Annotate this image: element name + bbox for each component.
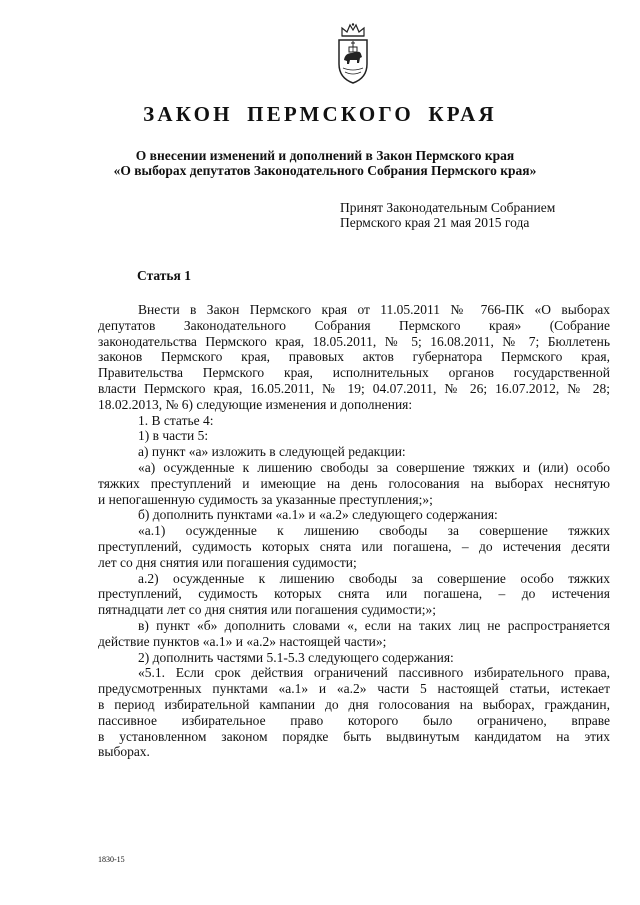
article-text-line: тяжких преступлений и имеющие на день голосования на выборах неснятую	[98, 475, 610, 491]
article-text-line: «5.1. Если срок действия ограничений пассивного избирательного права,	[138, 665, 610, 681]
article-text-line: действие пунктов «а.1» и «а.2» настоящей части»;	[98, 633, 387, 649]
article-text-line: и непогашенную судимость за указанные преступления;»;	[98, 491, 433, 507]
article-text-line: Внести в Закон Пермского края от 11.05.2011 № 766-ПК «О выборах	[138, 302, 610, 317]
subtitle-line: О внесении изменений и дополнений в Закон Пермского края	[135, 148, 515, 163]
document-code: 1830-15	[98, 855, 125, 864]
adoption-line: Пермского края 21 мая 2015 года	[340, 215, 530, 230]
article-text-line: «а.1) осужденные к лишению свободы за совершение тяжких	[138, 523, 610, 539]
article-text-line: пятнадцати лет со дня снятия или погашения судимости;»;	[98, 602, 437, 618]
article-text-line: законов Пермского края, правовых актов губернатора Пермского края,	[98, 349, 610, 365]
subtitle-line: «О выборах депутатов Законодательного Собрания Пермского края»	[113, 163, 537, 178]
article-heading: Статья 1	[137, 268, 191, 283]
article-text-line: а.2) осужденные к лишению свободы за совершение особо тяжких	[138, 570, 610, 586]
adoption-line: Принят Законодательным Собранием	[340, 200, 556, 215]
article-text-line: лет со дня снятия или погашения судимости;	[98, 554, 357, 570]
article-text-line: в) пункт «б» дополнить словами «, если на таких лиц не распространяется	[138, 617, 610, 633]
coat-of-arms-icon	[333, 22, 373, 86]
article-text-line: преступлений, судимость которых снята или погашена, – до истечения десяти	[98, 538, 610, 554]
article-text-line: пассивное избирательное право которого было ограничено, вправе	[98, 712, 610, 728]
article-text-line: а) пункт «а» изложить в следующей редакции:	[138, 444, 406, 460]
article-text-line: 1. В статье 4:	[138, 412, 214, 428]
article-text-line: 1) в части 5:	[138, 428, 209, 444]
article-text-line: «а) осужденные к лишению свободы за совершение тяжких и (или) особо	[138, 459, 610, 475]
article-text-line: 18.02.2013, № 6) следующие изменения и дополнения:	[98, 396, 413, 412]
article-text-line: власти Пермского края, 16.05.2011, № 19; 04.07.2011, № 26; 16.07.2012, № 28;	[98, 380, 610, 396]
article-text-line: 2) дополнить частями 5.1-5.3 следующего содержания:	[138, 649, 454, 665]
adoption-note	[340, 200, 555, 230]
article-text-line: предусмотренных пунктами «а.1» и «а.2» части 5 настоящей статьи, истекает	[98, 681, 610, 697]
article-text-line: преступлений, судимость которых снята или погашена, – до истечения	[98, 586, 610, 602]
article-text-line: депутатов Законодательного Собрания Пермского края» (Собрание	[98, 317, 610, 333]
article-text-line: Правительства Пермского края, исполнительных органов государственной	[98, 365, 610, 381]
article-text-line: законодательства Пермского края, 18.05.2011, № 5; 16.08.2011, № 7; Бюллетень	[98, 333, 610, 349]
article-text-line: в период избирательной кампании до дня голосования на выборах, гражданин,	[98, 696, 610, 712]
article-body	[98, 302, 610, 760]
law-subtitle	[60, 148, 590, 178]
article-text-line: в установленном законом порядке быть выдвинутым кандидатом на этих	[98, 728, 610, 744]
law-title: ЗАКОН ПЕРМСКОГО КРАЯ	[143, 102, 497, 126]
article-text-line: б) дополнить пунктами «а.1» и «а.2» следующего содержания:	[138, 507, 498, 523]
article-text-line: выборах.	[98, 744, 150, 760]
